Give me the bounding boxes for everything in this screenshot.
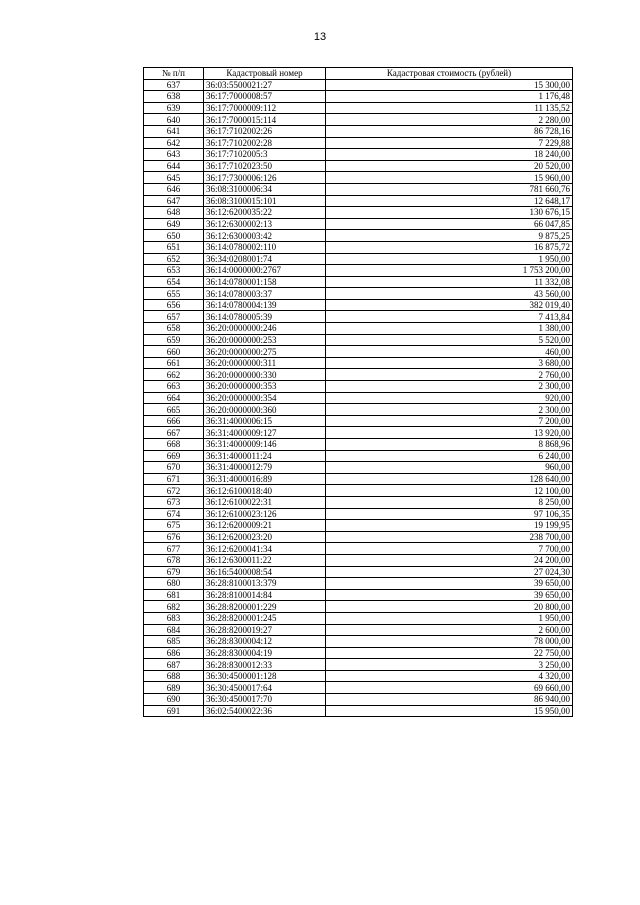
row-number-cell: 691 — [144, 705, 204, 717]
table-row — [144, 578, 573, 590]
row-number-cell: 658 — [144, 323, 204, 335]
cadastral-number-cell: 36:12:6300003:42 — [204, 230, 326, 242]
cadastral-value-cell: 11 332,08 — [326, 276, 573, 288]
row-number-cell: 666 — [144, 415, 204, 427]
table-row — [144, 230, 573, 242]
cadastral-value-cell: 15 300,00 — [326, 79, 573, 91]
cadastral-number-cell: 36:16:5400008:54 — [204, 566, 326, 578]
table-row — [144, 311, 573, 323]
cadastral-value-cell: 6 240,00 — [326, 450, 573, 462]
header-cadastral-value: Кадастровая стоимость (рублей) — [326, 68, 573, 80]
row-number-cell: 671 — [144, 473, 204, 485]
cadastral-number-cell: 36:12:6100023:126 — [204, 508, 326, 520]
cadastral-number-cell: 36:12:6200035:22 — [204, 207, 326, 219]
cadastral-number-cell: 36:28:8300004:12 — [204, 636, 326, 648]
cadastral-number-cell: 36:30:4500017:70 — [204, 694, 326, 706]
cadastral-number-cell: 36:30:4500017:64 — [204, 682, 326, 694]
cadastral-number-cell: 36:12:6200041:34 — [204, 543, 326, 555]
cadastral-number-cell: 36:14:0780002:110 — [204, 241, 326, 253]
cadastral-number-cell: 36:28:8200001:229 — [204, 601, 326, 613]
table-row — [144, 253, 573, 265]
cadastral-number-cell: 36:17:7102023:50 — [204, 160, 326, 172]
table-row — [144, 357, 573, 369]
cadastral-number-cell: 36:20:0000000:360 — [204, 404, 326, 416]
cadastral-number-cell: 36:28:8200001:245 — [204, 612, 326, 624]
cadastral-number-cell: 36:30:4500001:128 — [204, 670, 326, 682]
cadastral-number-cell: 36:12:6200023:20 — [204, 531, 326, 543]
table-row — [144, 79, 573, 91]
cadastral-value-cell: 1 950,00 — [326, 253, 573, 265]
cadastral-value-cell: 781 660,76 — [326, 183, 573, 195]
cadastral-number-cell: 36:34:0208001:74 — [204, 253, 326, 265]
table-row — [144, 102, 573, 114]
table-row — [144, 299, 573, 311]
table-row — [144, 462, 573, 474]
row-number-cell: 683 — [144, 612, 204, 624]
table-row — [144, 288, 573, 300]
table-row — [144, 647, 573, 659]
cadastral-number-cell: 36:31:4000012:79 — [204, 462, 326, 474]
table-row — [144, 601, 573, 613]
cadastral-value-cell: 15 950,00 — [326, 705, 573, 717]
cadastral-number-cell: 36:28:8300012:33 — [204, 659, 326, 671]
table-row — [144, 160, 573, 172]
cadastral-value-cell: 12 648,17 — [326, 195, 573, 207]
row-number-cell: 667 — [144, 427, 204, 439]
cadastral-value-cell: 11 135,52 — [326, 102, 573, 114]
row-number-cell: 682 — [144, 601, 204, 613]
table-row — [144, 682, 573, 694]
cadastral-value-cell: 1 950,00 — [326, 612, 573, 624]
table-row — [144, 392, 573, 404]
row-number-cell: 672 — [144, 485, 204, 497]
row-number-cell: 638 — [144, 91, 204, 103]
row-number-cell: 649 — [144, 218, 204, 230]
row-number-cell: 674 — [144, 508, 204, 520]
cadastral-value-cell: 39 650,00 — [326, 578, 573, 590]
table-row — [144, 149, 573, 161]
cadastral-number-cell: 36:20:0000000:353 — [204, 381, 326, 393]
cadastral-number-cell: 36:17:7300006:126 — [204, 172, 326, 184]
row-number-cell: 690 — [144, 694, 204, 706]
table-row — [144, 369, 573, 381]
row-number-cell: 642 — [144, 137, 204, 149]
cadastral-value-cell: 20 520,00 — [326, 160, 573, 172]
cadastral-number-cell: 36:02:5400022:36 — [204, 705, 326, 717]
cadastral-value-cell: 19 199,95 — [326, 520, 573, 532]
cadastral-value-cell: 8 250,00 — [326, 496, 573, 508]
table-row — [144, 404, 573, 416]
cadastral-value-table — [143, 67, 573, 717]
table-row — [144, 137, 573, 149]
cadastral-number-cell: 36:20:0000000:311 — [204, 357, 326, 369]
row-number-cell: 651 — [144, 241, 204, 253]
table-row — [144, 496, 573, 508]
header-row-number: № п/п — [144, 68, 204, 80]
row-number-cell: 681 — [144, 589, 204, 601]
row-number-cell: 685 — [144, 636, 204, 648]
page-number: 13 — [313, 31, 327, 43]
cadastral-value-cell: 18 240,00 — [326, 149, 573, 161]
table-row — [144, 612, 573, 624]
cadastral-value-cell: 24 200,00 — [326, 554, 573, 566]
cadastral-value-cell: 7 413,84 — [326, 311, 573, 323]
table-row — [144, 554, 573, 566]
cadastral-number-cell: 36:20:0000000:275 — [204, 346, 326, 358]
table-row — [144, 624, 573, 636]
cadastral-value-cell: 7 229,88 — [326, 137, 573, 149]
cadastral-number-cell: 36:28:8100014:84 — [204, 589, 326, 601]
cadastral-value-cell: 5 520,00 — [326, 334, 573, 346]
row-number-cell: 653 — [144, 265, 204, 277]
cadastral-number-cell: 36:20:0000000:253 — [204, 334, 326, 346]
table-row — [144, 265, 573, 277]
cadastral-value-cell: 7 200,00 — [326, 415, 573, 427]
row-number-cell: 644 — [144, 160, 204, 172]
cadastral-number-cell: 36:12:6100018:40 — [204, 485, 326, 497]
cadastral-value-cell: 1 380,00 — [326, 323, 573, 335]
cadastral-value-cell: 15 960,00 — [326, 172, 573, 184]
cadastral-value-cell: 86 728,16 — [326, 125, 573, 137]
table-row — [144, 114, 573, 126]
table-row — [144, 705, 573, 717]
row-number-cell: 654 — [144, 276, 204, 288]
cadastral-value-cell: 1 753 200,00 — [326, 265, 573, 277]
cadastral-value-cell: 3 250,00 — [326, 659, 573, 671]
row-number-cell: 686 — [144, 647, 204, 659]
cadastral-number-cell: 36:20:0000000:246 — [204, 323, 326, 335]
cadastral-value-cell: 460,00 — [326, 346, 573, 358]
row-number-cell: 677 — [144, 543, 204, 555]
table-row — [144, 589, 573, 601]
table-row — [144, 207, 573, 219]
cadastral-value-cell: 1 176,48 — [326, 91, 573, 103]
row-number-cell: 673 — [144, 496, 204, 508]
table-row — [144, 323, 573, 335]
cadastral-number-cell: 36:12:6300011:22 — [204, 554, 326, 566]
row-number-cell: 662 — [144, 369, 204, 381]
cadastral-number-cell: 36:20:0000000:354 — [204, 392, 326, 404]
table-row — [144, 91, 573, 103]
row-number-cell: 637 — [144, 79, 204, 91]
table-row — [144, 183, 573, 195]
row-number-cell: 675 — [144, 520, 204, 532]
cadastral-number-cell: 36:17:7000009:112 — [204, 102, 326, 114]
cadastral-number-cell: 36:31:4000016:89 — [204, 473, 326, 485]
row-number-cell: 663 — [144, 381, 204, 393]
cadastral-value-cell: 128 640,00 — [326, 473, 573, 485]
row-number-cell: 647 — [144, 195, 204, 207]
cadastral-value-cell: 13 920,00 — [326, 427, 573, 439]
cadastral-number-cell: 36:17:7102002:26 — [204, 125, 326, 137]
cadastral-number-cell: 36:14:0780001:158 — [204, 276, 326, 288]
cadastral-number-cell: 36:17:7102002:28 — [204, 137, 326, 149]
row-number-cell: 655 — [144, 288, 204, 300]
cadastral-value-cell: 9 875,25 — [326, 230, 573, 242]
table-row — [144, 450, 573, 462]
row-number-cell: 648 — [144, 207, 204, 219]
cadastral-number-cell: 36:14:0780003:37 — [204, 288, 326, 300]
row-number-cell: 669 — [144, 450, 204, 462]
table-row — [144, 415, 573, 427]
table-row — [144, 543, 573, 555]
cadastral-number-cell: 36:28:8100013:379 — [204, 578, 326, 590]
table-row — [144, 427, 573, 439]
table-body — [144, 79, 573, 717]
table-row — [144, 566, 573, 578]
cadastral-value-cell: 2 300,00 — [326, 404, 573, 416]
cadastral-number-cell: 36:14:0000000:2767 — [204, 265, 326, 277]
cadastral-value-cell: 78 000,00 — [326, 636, 573, 648]
row-number-cell: 664 — [144, 392, 204, 404]
row-number-cell: 639 — [144, 102, 204, 114]
cadastral-value-cell: 8 868,96 — [326, 439, 573, 451]
table-row — [144, 694, 573, 706]
row-number-cell: 645 — [144, 172, 204, 184]
cadastral-value-cell: 2 600,00 — [326, 624, 573, 636]
cadastral-number-cell: 36:08:3100006:34 — [204, 183, 326, 195]
row-number-cell: 652 — [144, 253, 204, 265]
cadastral-value-cell: 2 760,00 — [326, 369, 573, 381]
cadastral-value-cell: 27 024,30 — [326, 566, 573, 578]
table-row — [144, 346, 573, 358]
cadastral-value-cell: 960,00 — [326, 462, 573, 474]
table-row — [144, 508, 573, 520]
row-number-cell: 689 — [144, 682, 204, 694]
row-number-cell: 688 — [144, 670, 204, 682]
row-number-cell: 676 — [144, 531, 204, 543]
cadastral-number-cell: 36:12:6300002:13 — [204, 218, 326, 230]
table-row — [144, 241, 573, 253]
cadastral-value-cell: 66 047,85 — [326, 218, 573, 230]
cadastral-value-cell: 20 800,00 — [326, 601, 573, 613]
cadastral-value-cell: 12 100,00 — [326, 485, 573, 497]
row-number-cell: 661 — [144, 357, 204, 369]
cadastral-number-cell: 36:12:6100022:31 — [204, 496, 326, 508]
cadastral-number-cell: 36:31:4000011:24 — [204, 450, 326, 462]
table-row — [144, 485, 573, 497]
cadastral-value-cell: 97 106,35 — [326, 508, 573, 520]
table-row — [144, 531, 573, 543]
table-row — [144, 172, 573, 184]
cadastral-value-cell: 22 750,00 — [326, 647, 573, 659]
table-row — [144, 439, 573, 451]
cadastral-value-cell: 69 660,00 — [326, 682, 573, 694]
table-row — [144, 334, 573, 346]
cadastral-number-cell: 36:17:7102005:3 — [204, 149, 326, 161]
table-row — [144, 125, 573, 137]
row-number-cell: 660 — [144, 346, 204, 358]
table-row — [144, 381, 573, 393]
cadastral-value-cell: 39 650,00 — [326, 589, 573, 601]
table-row — [144, 659, 573, 671]
row-number-cell: 656 — [144, 299, 204, 311]
table-row — [144, 473, 573, 485]
table-row — [144, 636, 573, 648]
cadastral-number-cell: 36:31:4000009:127 — [204, 427, 326, 439]
row-number-cell: 679 — [144, 566, 204, 578]
cadastral-number-cell: 36:12:6200009:21 — [204, 520, 326, 532]
header-row — [144, 68, 573, 80]
cadastral-value-cell: 4 320,00 — [326, 670, 573, 682]
table-row — [144, 670, 573, 682]
row-number-cell: 646 — [144, 183, 204, 195]
table-row — [144, 195, 573, 207]
row-number-cell: 640 — [144, 114, 204, 126]
row-number-cell: 657 — [144, 311, 204, 323]
table-row — [144, 218, 573, 230]
row-number-cell: 665 — [144, 404, 204, 416]
cadastral-number-cell: 36:03:5500021:27 — [204, 79, 326, 91]
cadastral-number-cell: 36:20:0000000:330 — [204, 369, 326, 381]
cadastral-value-cell: 2 300,00 — [326, 381, 573, 393]
cadastral-number-cell: 36:14:0780005:39 — [204, 311, 326, 323]
row-number-cell: 678 — [144, 554, 204, 566]
row-number-cell: 643 — [144, 149, 204, 161]
row-number-cell: 680 — [144, 578, 204, 590]
cadastral-number-cell: 36:28:8300004:19 — [204, 647, 326, 659]
table-row — [144, 276, 573, 288]
cadastral-number-cell: 36:31:4000009:146 — [204, 439, 326, 451]
cadastral-number-cell: 36:14:0780004:139 — [204, 299, 326, 311]
cadastral-number-cell: 36:08:3100015:101 — [204, 195, 326, 207]
row-number-cell: 684 — [144, 624, 204, 636]
cadastral-value-cell: 238 700,00 — [326, 531, 573, 543]
cadastral-value-cell: 7 700,00 — [326, 543, 573, 555]
cadastral-number-cell: 36:17:7000008:57 — [204, 91, 326, 103]
row-number-cell: 668 — [144, 439, 204, 451]
row-number-cell: 650 — [144, 230, 204, 242]
cadastral-value-cell: 2 280,00 — [326, 114, 573, 126]
row-number-cell: 670 — [144, 462, 204, 474]
row-number-cell: 641 — [144, 125, 204, 137]
table-row — [144, 520, 573, 532]
cadastral-number-cell: 36:28:8200019:27 — [204, 624, 326, 636]
header-cadastral-number: Кадастровый номер — [204, 68, 326, 80]
cadastral-value-cell: 130 676,15 — [326, 207, 573, 219]
cadastral-value-cell: 382 019,40 — [326, 299, 573, 311]
cadastral-value-cell: 920,00 — [326, 392, 573, 404]
cadastral-value-cell: 3 680,00 — [326, 357, 573, 369]
cadastral-value-cell: 16 875,72 — [326, 241, 573, 253]
cadastral-value-cell: 86 940,00 — [326, 694, 573, 706]
table-header — [144, 68, 573, 80]
cadastral-value-cell: 43 560,00 — [326, 288, 573, 300]
cadastral-number-cell: 36:17:7000015:114 — [204, 114, 326, 126]
cadastral-number-cell: 36:31:4000006:15 — [204, 415, 326, 427]
row-number-cell: 687 — [144, 659, 204, 671]
row-number-cell: 659 — [144, 334, 204, 346]
